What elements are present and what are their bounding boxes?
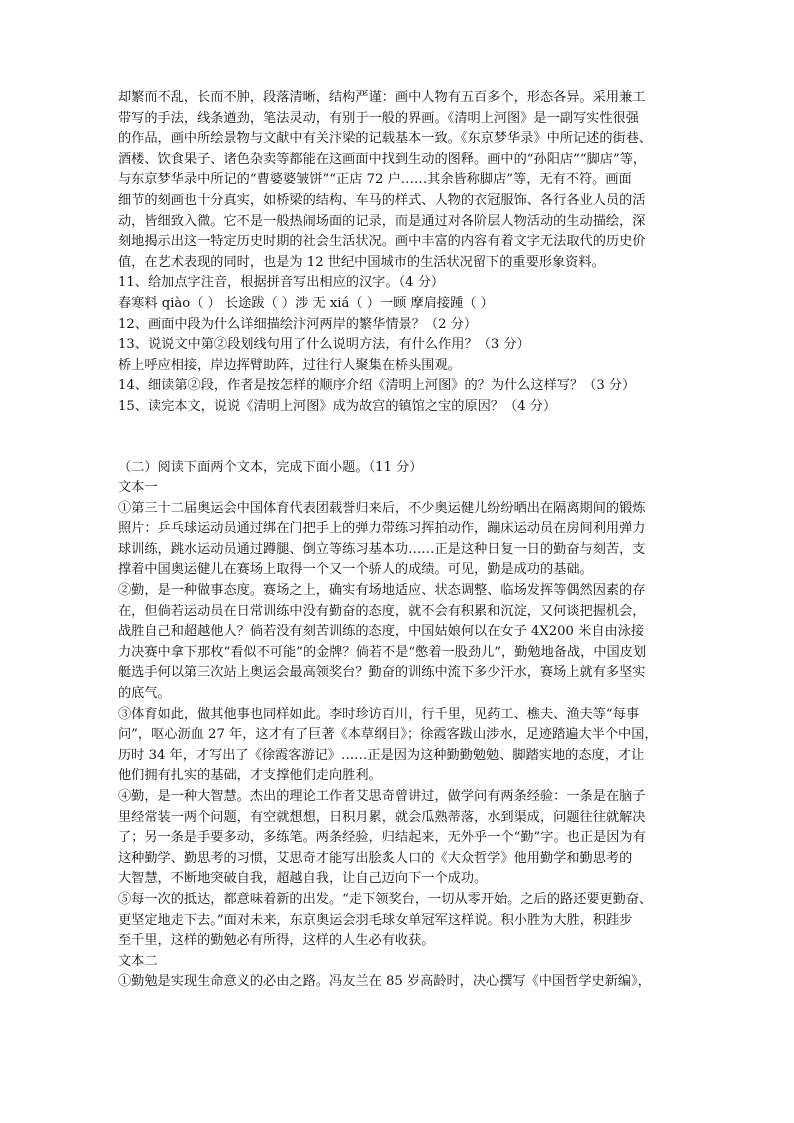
text-1-line: ①第三十二届奥运会中国体育代表团载誉归来后，不少奥运健儿纷纷晒出在隔离期间的锻炼 (118, 500, 646, 516)
text-1-line: 照片：乒乓球运动员通过绑在门把手上的弹力带练习挥拍动作，蹦床运动员在房间利用弹力 (118, 521, 646, 537)
text-1-line: 艇选手何以第三次站上奥运会最高领奖台？勤奋的训练中流下多少汗水，赛场上就有多坚实 (118, 665, 646, 681)
text-1-label: 文本一 (118, 480, 158, 496)
section-heading: （二）阅读下面两个文本，完成下面小题。（11 分） (118, 459, 423, 475)
text-1-line: 他们拥有扎实的基础，才支撑他们走向胜利。 (118, 768, 382, 784)
text-1-line: ②勤，是一种做事态度。赛场之上，确实有场地适应、状态调整、临场发挥等偶然因素的存 (118, 583, 646, 599)
text-1-line: 力决赛中拿下那枚“看似不可能”的金牌？倘若不是“憋着一股劲儿”，勤勉地备战，中国皮划 (118, 644, 647, 660)
section-1 (118, 88, 680, 418)
question-11: 11、给加点字注音，根据拼音写出相应的汉字。（4 分） (118, 275, 445, 291)
text-1-line: ④勤，是一种大智慧。杰出的理论工作者艾思奇曾讲过，做学问有两条经验：一条是在脑子 (118, 789, 646, 804)
text-1-line: 战胜自己和超越他人？倘若没有刻苦训练的态度，中国姑娘何以在女子 4X200 米自由泳接 (118, 624, 645, 640)
text-2-body (118, 972, 680, 993)
question-14: 14、细读第②段，作者是按怎样的顺序介绍《清明上河图》的？为什么这样写？（3 分） (118, 378, 636, 394)
text-1-body (118, 499, 680, 952)
paragraph-line: 却繁而不乱，长而不肿，段落清晰，结构严谨：画中人物有五百多个，形态各异。采用兼工 (118, 90, 646, 105)
paragraph-line: 值，在艺术表现的同时，也是为 12 世纪中国城市的生活状况留下的重要形象资料。 (118, 254, 605, 270)
paragraph-line: 酒楼、饮食果子、诸色杂卖等都能在这画面中找到生动的图释。画中的“孙阳店”“脚店”等， (118, 151, 647, 167)
question-13-quote: 桥上呼应相接，岸边挥臂助阵，过往行人聚集在桥头围观。 (118, 357, 461, 373)
text-1-line: 的底气。 (118, 686, 171, 702)
paragraph-line: 动，皆细致入微。它不是一般热闹场面的记录，而是通过对各阶层人物活动的生动描绘，深 (118, 213, 646, 229)
question-15: 15、读完本文，说说《清明上河图》成为故宫的镇馆之宝的原因？（4 分） (118, 398, 557, 414)
paragraph-line: 带写的手法，线条遒劲，笔法灵动，有别于一般的界画。《清明上河图》是一副写实性很强 (118, 110, 639, 126)
question-13: 13、说说文中第②段划线句用了什么说明方法，有什么作用？（3 分） (118, 337, 530, 353)
section-gap (118, 418, 680, 458)
paragraph-line: 细节的刻画也十分真实，如桥梁的结构、车马的样式、人物的衣冠服饰、各行各业人员的活 (118, 192, 646, 208)
text-1-line: 这种勤学、勤思考的习惯，艾思奇才能写出脍炙人口的《大众哲学》他用勤学和勤思考的 (118, 850, 633, 866)
text-2-line: ①勤勉是实现生命意义的必由之路。冯友兰在 85 岁高龄时，决心撰写《中国哲学史新编》， (118, 974, 651, 990)
text-1-line: 问”，呕心沥血 27 年，这才有了巨著《本草纲目》；徐霞客跋山涉水，足迹踏遍大半个中国， (118, 727, 658, 743)
passage-paragraph (118, 88, 680, 273)
text-1-line: 里经常装一两个问题，有空就想想，日积月累，就会瓜熟蒂落，水到渠成，问题往往就解决 (118, 809, 646, 825)
text-1-line: 了；另一条是手要多动，多练笔。两条经验，归结起来，无外乎一个“勤”字。也正是因为有 (118, 830, 646, 846)
text-1-line: 大智慧，不断地突破自我，超越自我，让自己迈向下一个成功。 (118, 871, 488, 887)
section-2 (118, 458, 680, 993)
text-1-line: 在，但倘若运动员在日常训练中没有勤奋的态度，就不会有积累和沉淀，又何谈把握机会， (118, 603, 646, 619)
question-11-items: 春寒料 qiào（ ） 长途跋（ ）涉 无 xiá（ ）一顾 摩肩接踵（ ） (118, 295, 494, 311)
text-2-label: 文本二 (118, 953, 158, 969)
text-1-line: ③体育如此，做其他事也同样如此。李时珍访百川，行千里，见药工、樵夫、渔夫等“每事 (118, 706, 640, 722)
paragraph-line: 与东京梦华录中所记的“曹婆婆皱饼”“正店 72 户……其余皆称脚店”等，无有不符。画面 (118, 172, 632, 188)
text-1-line: ⑤每一次的抵达，都意味着新的出发。“走下领奖台，一切从零开始。之后的路还要更勤奋、 (118, 891, 653, 907)
text-1-line: 历时 34 年，才写出了《徐霞客游记》……正是因为这种勤勤勉勉、脚踏实地的态度，才让 (118, 747, 645, 763)
text-1-line: 球训练，跳水运动员通过蹲腿、倒立等练习基本功……正是这种日复一日的勤奋与刻苦，支 (118, 541, 646, 557)
question-12: 12、画面中段为什么详细描绘汴河两岸的繁华情景？（2 分） (118, 316, 478, 332)
text-1-line: 更坚定地走下去。”面对未来，东京奥运会羽毛球女单冠军这样说。积小胜为大胜，积跬步 (118, 912, 633, 928)
paragraph-line: 的作品，画中所绘景物与文献中有关汴梁的记载基本一致。《东京梦华录》中所记述的街巷、 (118, 131, 653, 147)
text-1-line: 撑着中国奥运健儿在赛场上取得一个又一个骄人的成绩。可见，勤是成功的基础。 (118, 562, 593, 578)
text-1-line: 至千里，这样的勤勉必有所得，这样的人生必有收获。 (118, 933, 435, 949)
paragraph-line: 刻地揭示出这一特定历史时期的社会生活状况。画中丰富的内容有着文字无法取代的历史价 (118, 234, 646, 250)
document-page (118, 88, 680, 993)
